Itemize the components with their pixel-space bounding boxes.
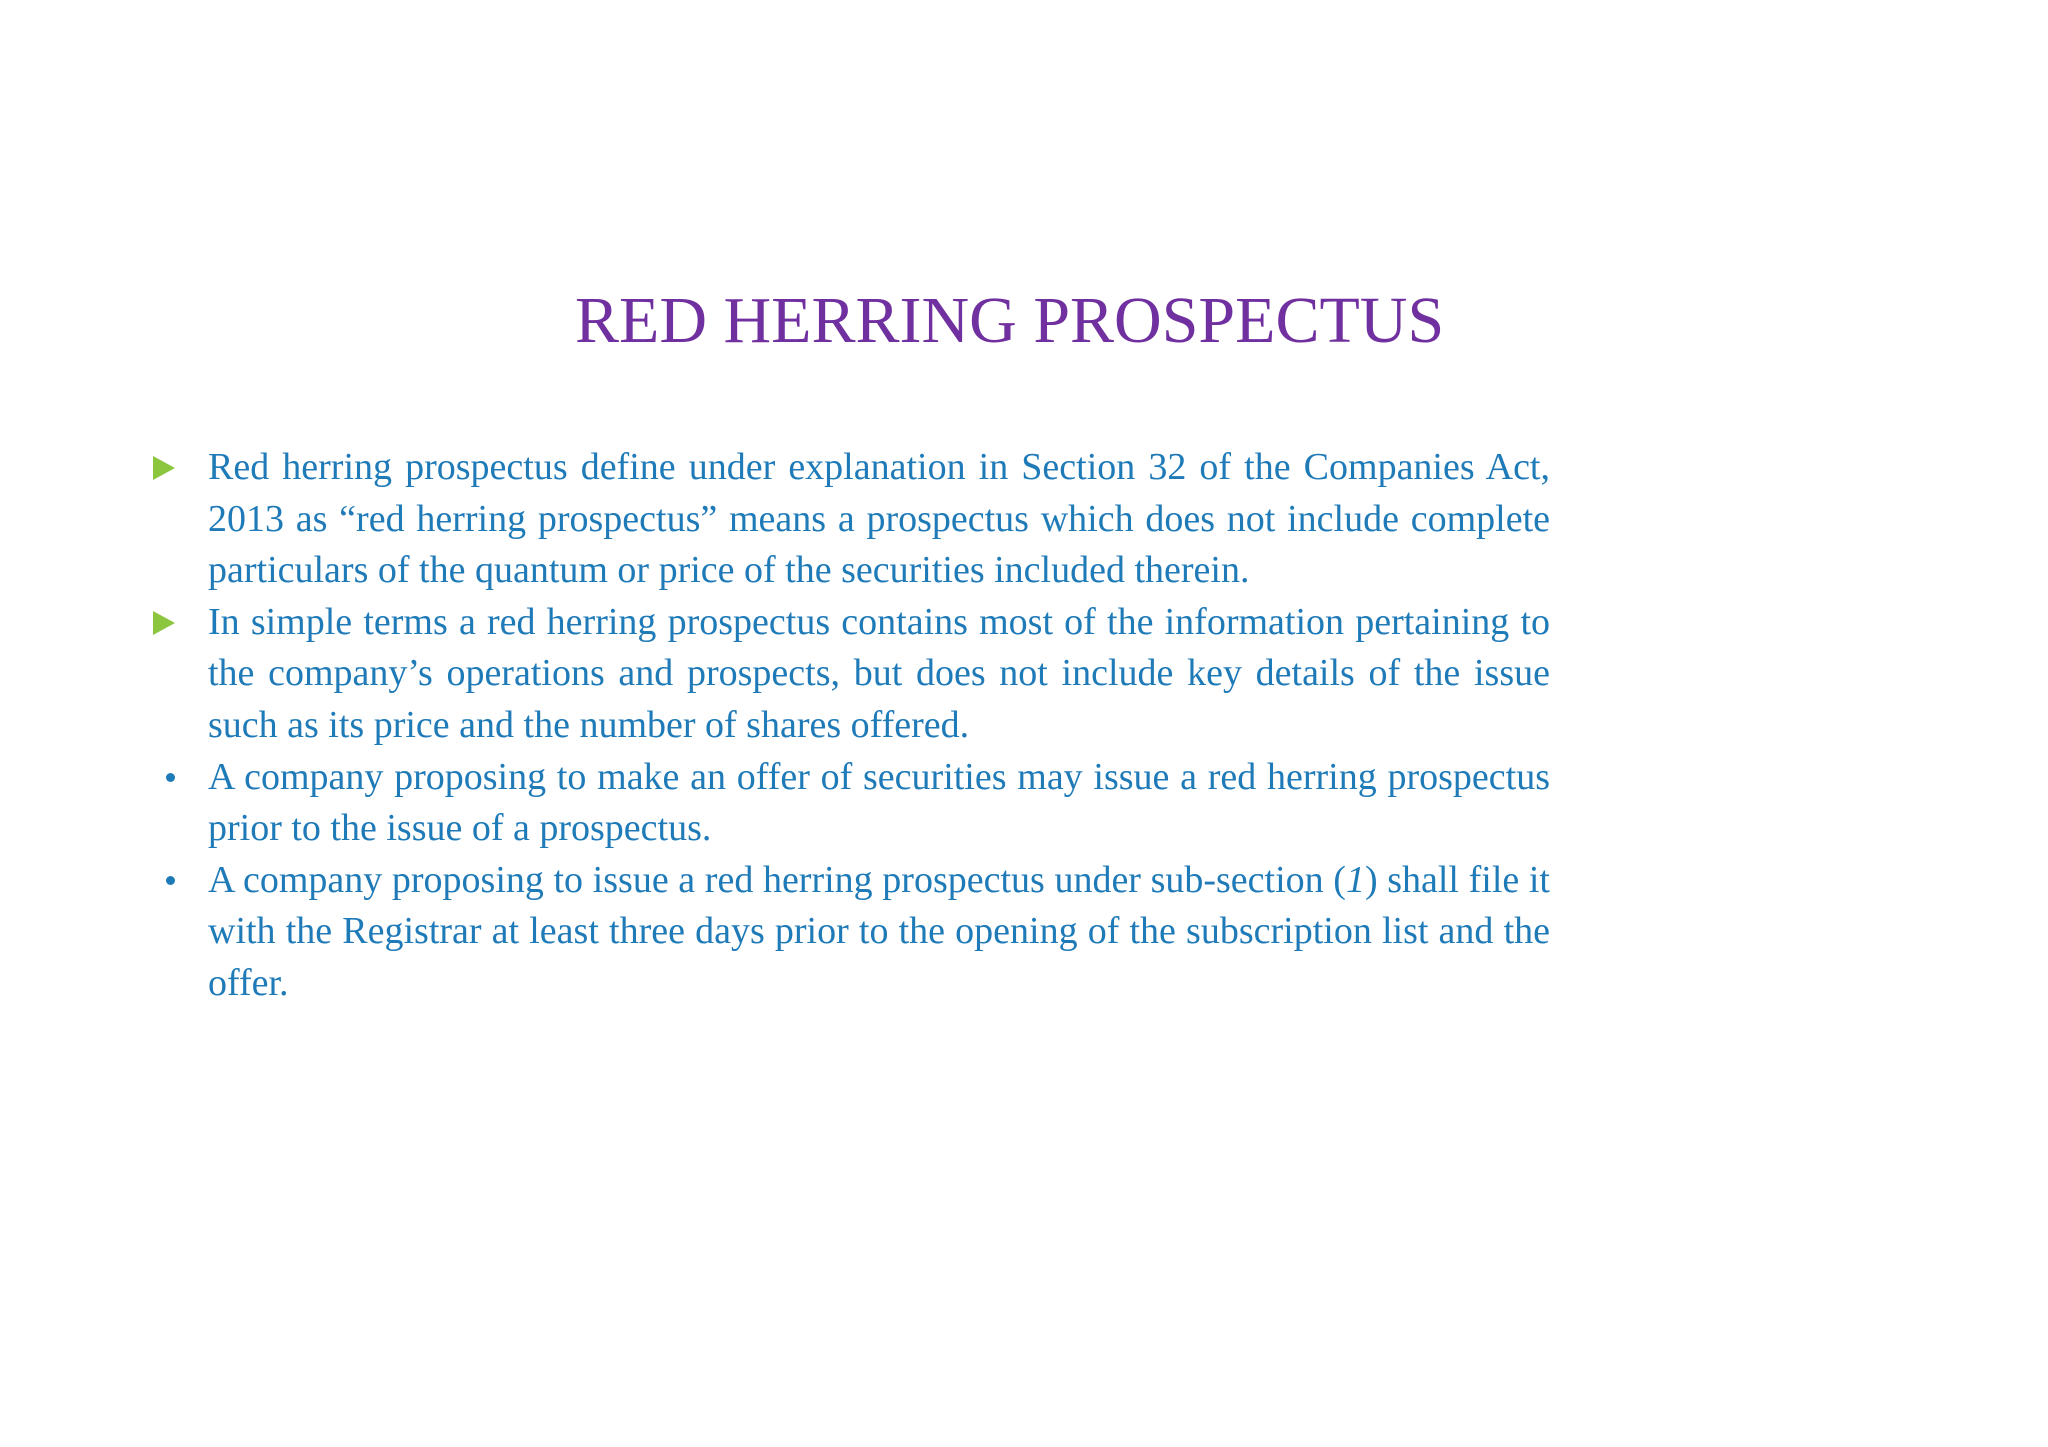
list-item-text: Red herring prospectus define under explanation in Section 32 of the Companies Act, 2013 as “red herring prospectus” means a prospectus which does not include complete particulars of the quantum or price of the securities included therein. [208, 446, 1550, 592]
bullet-list [140, 442, 1550, 1010]
list-item [140, 442, 1550, 597]
list-item [140, 855, 1550, 1010]
list-item [140, 597, 1550, 752]
list-item-text-part: A company proposing to issue a red herring prospectus under sub-section ( [208, 858, 1346, 901]
arrow-icon [153, 456, 175, 480]
list-item-text: In simple terms a red herring prospectus contains most of the information pertaining to the company’s operations and prospects, but does not include key details of the issue such as its price and the number of shares offered. [208, 600, 1550, 746]
dot-icon [166, 876, 175, 885]
slide-title: RED HERRING PROSPECTUS [575, 284, 1445, 357]
subsection-number: 1 [1345, 858, 1365, 901]
list-item-text-part: ) shall file it with the Registrar at least three days prior to the opening of the subscription list and the offer. [208, 858, 1550, 1004]
dot-icon [166, 773, 175, 782]
arrow-icon [153, 611, 175, 635]
list-item-text [208, 855, 1550, 1010]
list-item-text: A company proposing to make an offer of securities may issue a red herring prospectus prior to the issue of a prospectus. [208, 755, 1550, 850]
list-item [140, 752, 1550, 855]
